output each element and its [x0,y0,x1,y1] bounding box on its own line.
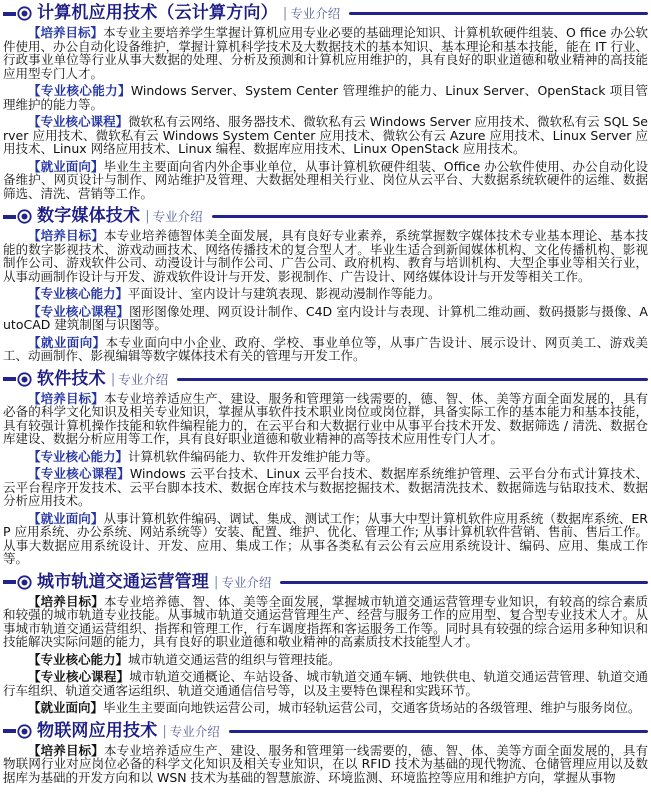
paragraph [3,84,648,111]
circle-dot-icon [17,209,32,224]
paragraph [3,595,648,649]
paragraph-text: 本专业面向中小企业、政府、学校、事业单位等，从事广告设计、展示设计、网页美工、游戏美工、动画制作、影视编辑等数字媒体技术有关的管理与开发工作。 [3,334,648,363]
section-subtitle: 专业介绍 [221,574,272,590]
section-header [3,208,648,225]
section-software-tech [3,368,648,566]
section-computer-application-tech [3,5,648,200]
header-rule-line [349,12,648,15]
paragraph [3,160,648,201]
paragraph-label: 【就业面向】 [28,334,106,350]
paragraph-label: 【专业核心能力】 [28,286,129,301]
section-digital-media-tech [3,208,648,363]
paragraph-text: 本专业主要培养学生掌握计算机应用专业必要的基础理论知识、计算机软硬件组装、O ffice 办公软件使用、办公自动化设备维护，掌握计算机科学技术及大数据技术的基本知识、基本理论和基本技能，能在 IT 行业、行政事业单位等行业从事大数据的处理、分析及预测和计算机应用维护的，具有良好的职业道德和敬业精神的高技能应用型专门人才。 [3,25,648,81]
paragraph-label: 【培养目标】 [28,742,104,758]
paragraph-label: 【培养目标】 [28,228,104,243]
paragraph-text: 微软私有云网络、服务器技术、微软私有云 Windows Server 应用技术、微软私有云 SQL Server 应用技术、微软私有云 Windows System Center 应用技术、微软公有云 Azure 应用技术、Linux Server 应用技术、Linux 网络应用技术、Linux 编程、数据库应用技术、Linux OpenStack 应用技术。 [3,114,648,156]
circle-dot-icon [17,724,32,739]
paragraph-text: 平面设计、室内设计与建筑表现、影视动漫制作等能力。 [128,286,441,301]
paragraph-text: 本专业培养德智体美全面发展，具有良好专业素养，系统掌握数字媒体技术专业基本理论、基本技能的数字影视技术、游戏动画技术、网络传播技术的复合型人才。毕业生适合到新闻媒体机构、文化传播机构、影视制作公司、游戏软件公司、动漫设计与制作公司、广告公司、政府机构、教育与培训机构、大型企事业等相关行业，从事动画制作设计与开发、游戏软件设计与开发、影视制作、广告设计、网络媒体设计与开发等相关工作。 [3,228,648,284]
paragraph-text: 本专业培养德、智、体、美等全面发展，掌握城市轨道交通运营管理专业知识，有较高的综合素质和较强的城市轨道专业技能。从事城市轨道交通运营管理生产、经营与服务工作的应用型、复合型专业技术人才。从事城市轨道交通运营组织、指挥和管理工作，行车调度指挥和客运服务工作等。同时具有较强的综合运用多种知识和技能解决实际问题的能力，具有良好的职业道德和敬业精神的高素质技术技能型人才。 [3,593,648,649]
paragraph-label: 【培养目标】 [28,593,104,609]
paragraph-text: Windows 云平台技术、Linux 云平台技术、数据库系统维护管理、云平台分布式计算技术、云平台程序开发技术、云平台脚本技术、数据仓库技术与数据挖掘技术、数据清洗技术、数据筛选与钻取技术、数据分析应用技术。 [3,466,648,508]
header-rule-line [177,378,648,381]
paragraph-label: 【就业面向】 [28,510,104,526]
paragraph-label: 【专业核心能力】 [28,651,129,667]
paragraph-label: 【就业面向】 [28,158,104,174]
section-iot-application-tech [3,720,648,785]
header-rule-line [280,581,648,584]
paragraph [3,287,648,301]
paragraph-text: 本专业培养适应生产、建设、服务和管理第一线需要的，德、智、体、美等方面全面发展的，具有必备的科学文化知识及相关专业知识，掌握从事软件技术职业岗位或岗位群，具备实际工作的基本能力和基本技能，具有较强计算机操作技能和软件编程能力的，在云平台和大数据行业中从事平台技术开发、数据筛选 / 清洗、数据仓库建设、数据分析应用等工作，具有良好职业道德和敬业精神的高等技术应用性专门人才。 [3,390,648,446]
header-lead-bar [3,377,16,381]
header-lead-bar [3,580,16,584]
paragraph [3,229,648,283]
paragraph-label: 【专业核心课程】 [28,114,129,129]
paragraph-text: 图形图像处理、网页设计制作、C4D 室内设计与表现、计算机二维动画、数码摄影与摄像、AutoCAD 建筑制图与识图等。 [3,303,648,332]
section-title: 软件技术 [37,368,106,389]
paragraph-label: 【培养目标】 [28,390,104,406]
paragraph-text: 本专业培养适应生产、建设、服务和管理第一线需要的，德、智、体、美等方面全面发展的，具有物联网行业对应岗位必备的科学文化知识及相关专业知识，在以 RFID 技术为基础的现代物流、仓储管理应用以及数据库为基础的开发方向和以 WSN 技术为基础的智慧旅游、环境监测、环境监控等应用和维护方向，掌握从事物 [3,742,648,785]
paragraph [3,701,648,715]
section-urban-rail-transit-management [3,571,648,715]
paragraph-text: 城市轨道交通概论、车站设备、城市轨道交通车辆、地铁供电、轨道交通运营管理、轨道交通行车组织、轨道交通客运组织、轨道交通通信信号等，以及主要特色课程和实践环节。 [3,669,648,698]
section-header [3,571,648,592]
title-subtitle-separator: | [282,6,288,21]
paragraph-text: 城市轨道交通运营的组织与管理技能。 [128,651,341,667]
paragraph-label: 【专业核心能力】 [28,448,129,464]
header-rule-line [212,215,648,218]
section-title: 城市轨道交通运营管理 [37,571,209,592]
circle-dot-icon [17,6,32,21]
paragraph-label: 【就业面向】 [28,700,104,715]
paragraph [3,392,648,446]
section-header [3,368,648,389]
paragraph-text: 计算机软件编码能力、软件开发维护能力等。 [128,448,379,464]
header-lead-bar [3,215,16,219]
circle-dot-icon [17,372,32,387]
paragraph-text: 毕业生主要面向省内外企事业单位，从事计算机软硬件组装、Office 办公软件使用、办公自动化设备维护、网页设计与制作、网站维护及管理、大数据处理相关行业、岗位从云平台、大数据系统软硬件的运维、数据筛选、清洗、营销等工作。 [3,158,648,201]
section-header [3,720,648,741]
paragraph [3,450,648,464]
header-rule-line [229,730,648,733]
paragraph [3,305,648,332]
header-lead-bar [3,729,16,733]
title-subtitle-separator: | [110,371,116,387]
paragraph [3,744,648,785]
section-title: 计算机应用技术（云计算方向） [37,3,278,23]
paragraph [3,26,648,80]
header-lead-bar [3,12,16,16]
section-subtitle: 专业介绍 [118,371,169,387]
section-subtitle: 专业介绍 [152,209,203,225]
paragraph [3,115,648,156]
paragraph [3,512,648,566]
section-header [3,5,648,22]
paragraph [3,467,648,508]
section-subtitle: 专业介绍 [169,723,220,739]
paragraph-label: 【专业核心课程】 [28,303,130,319]
paragraph-label: 【专业核心课程】 [28,466,130,481]
paragraph-label: 【专业核心能力】 [28,83,131,98]
section-subtitle: 专业介绍 [290,6,341,22]
section-title: 数字媒体技术 [37,206,141,226]
section-title: 物联网应用技术 [37,720,158,741]
paragraph [3,336,648,363]
paragraph-label: 【专业核心课程】 [28,669,130,684]
title-subtitle-separator: | [214,574,219,590]
circle-dot-icon [17,575,32,590]
paragraph [3,653,648,667]
paragraph-text: Windows Server、System Center 管理维护的能力、Linux Server、OpenStack 项目管理维护的能力等。 [3,83,648,112]
title-subtitle-separator: | [145,209,150,224]
paragraph-text: 从事计算机软件编码、调试、集成、测试工作；从事大中型计算机软件应用系统（数据库系统、ERP 应用系统、办公系统、网站系统等）安装、配置、维护、优化、管理工作; 从事计算机软件营销、售前、售后工作。从事大数据应用系统设计、开发、应用、集成工作；从事各类私有云公有云应用系统设计、编码、应用、集成工作等。 [3,510,648,566]
paragraph [3,670,648,697]
paragraph-label: 【培养目标】 [28,25,104,40]
paragraph-text: 毕业生主要面向地铁运营公司，城市轻轨运营公司，交通客货场站的各级管理、维护与服务岗位。 [103,700,641,715]
title-subtitle-separator: | [162,723,167,739]
